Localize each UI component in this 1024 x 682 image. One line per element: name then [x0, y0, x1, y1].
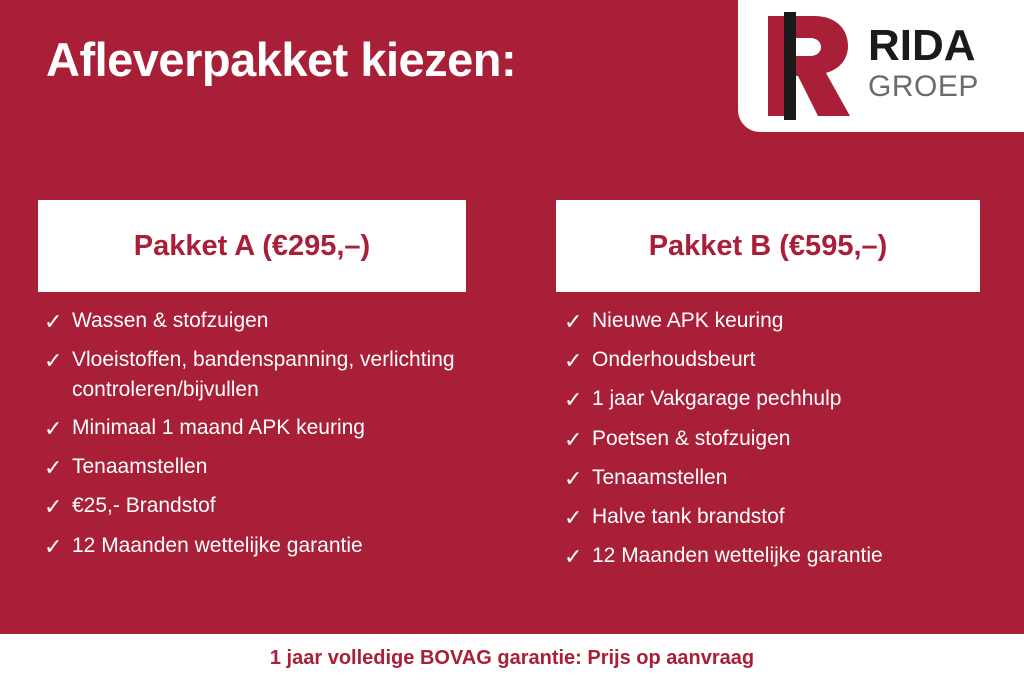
package-card-a: [38, 200, 466, 570]
check-icon: ✓: [44, 415, 63, 441]
list-item-label: Onderhoudsbeurt: [592, 348, 756, 372]
package-a-title: Pakket A (€295,–): [133, 229, 371, 262]
logo-brand-text: RIDA: [868, 21, 976, 70]
list-item-label: Tenaamstellen: [72, 455, 208, 479]
list-item-label: Poetsen & stofzuigen: [592, 426, 791, 450]
package-b-header: [556, 200, 980, 292]
list-item: [44, 413, 466, 444]
footer-text: 1 jaar volledige BOVAG garantie: Prijs op aanvraag: [269, 646, 755, 669]
check-icon: ✓: [564, 465, 583, 491]
list-item-label: Tenaamstellen: [592, 465, 728, 489]
list-item-label: Minimaal 1 maand APK keuring: [72, 415, 365, 439]
check-icon: ✓: [44, 494, 63, 520]
list-item-label: €25,- Brandstof: [72, 494, 216, 518]
package-b-title: Pakket B (€595,–): [648, 229, 888, 262]
list-item: [44, 531, 466, 562]
list-item: [44, 345, 466, 405]
list-item: [44, 306, 466, 337]
check-icon: ✓: [44, 533, 63, 559]
package-b-feature-list: [564, 306, 984, 573]
rida-groep-logo: [738, 0, 1024, 132]
list-item: [564, 345, 984, 376]
list-item: [44, 491, 466, 522]
logo-wordmark: [868, 21, 979, 108]
check-icon: ✓: [44, 348, 63, 374]
list-item-label: 1 jaar Vakgarage pechhulp: [592, 387, 842, 411]
page-title: Afleverpakket kiezen:: [46, 33, 517, 86]
list-item: [564, 424, 984, 455]
list-item: [44, 452, 466, 483]
list-item-label: 12 Maanden wettelijke garantie: [592, 544, 883, 568]
footer-banner: [0, 634, 1024, 682]
list-item: [564, 306, 984, 337]
list-item-label: Halve tank brandstof: [592, 505, 785, 529]
list-item: [564, 502, 984, 533]
list-item: [564, 541, 984, 572]
check-icon: ✓: [564, 505, 583, 531]
check-icon: ✓: [44, 309, 63, 334]
check-icon: ✓: [564, 426, 583, 452]
list-item: [564, 384, 984, 415]
logo-inner: [762, 12, 979, 120]
list-item-label: Vloeistoffen, bandenspanning, verlichting controleren/bijvullen: [72, 348, 455, 402]
list-item-label: Wassen & stofzuigen: [72, 309, 269, 332]
package-a-header: [38, 200, 466, 292]
check-icon: ✓: [564, 348, 583, 374]
list-item-label: 12 Maanden wettelijke garantie: [72, 533, 363, 557]
package-a-feature-list: [44, 306, 466, 562]
list-item-label: Nieuwe APK keuring: [592, 309, 784, 332]
check-icon: ✓: [564, 544, 583, 570]
check-icon: ✓: [44, 455, 63, 481]
package-card-b: [556, 200, 984, 581]
check-icon: ✓: [564, 309, 583, 334]
rida-r-monogram-icon: [762, 12, 854, 120]
list-item: [564, 463, 984, 494]
logo-sub-text: GROEP: [868, 70, 979, 103]
check-icon: ✓: [564, 387, 583, 413]
